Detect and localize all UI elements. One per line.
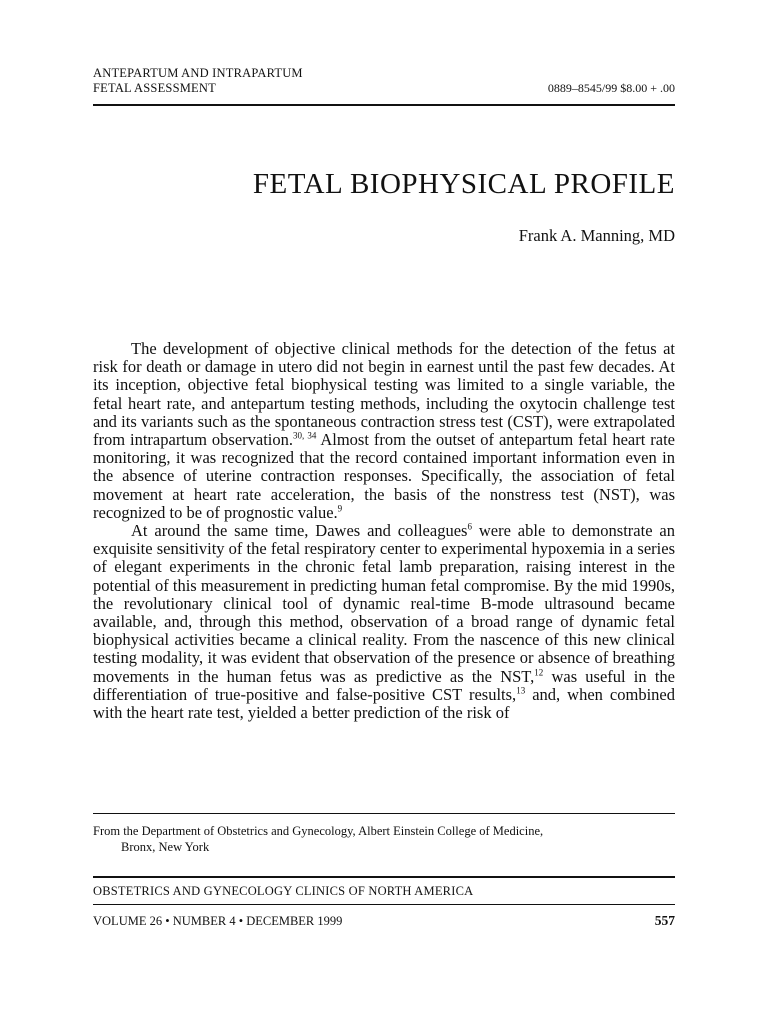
article-author: Frank A. Manning, MD [518, 226, 675, 245]
citation: 13 [516, 685, 526, 696]
price-code: 0889–8545/99 $8.00 + .00 [547, 81, 675, 95]
paragraph-2-text-c: was useful in the differentiation of true-positive and false-positive CST results, [93, 666, 675, 704]
footnote-rule [93, 813, 675, 814]
paragraph-2 [93, 522, 675, 722]
citation: 6 [467, 521, 472, 532]
journal-rule-top [93, 876, 675, 878]
section-line-1: ANTEPARTUM AND INTRAPARTUM [93, 66, 303, 80]
header-rule [93, 104, 675, 106]
running-header [93, 66, 675, 104]
citation: 12 [534, 667, 544, 678]
article-body [93, 340, 675, 722]
section-line-2: FETAL ASSESSMENT [93, 81, 216, 95]
journal-name: OBSTETRICS AND GYNECOLOGY CLINICS OF NORTH AMERICA [93, 884, 474, 898]
footnote-line-2: Bronx, New York [121, 840, 210, 854]
paragraph-1-text-a: The development of objective clinical methods for the detection of the fetus at risk for death or damage in utero did not begin in earnest until the past few decades. At its inception, objective fetal biophysical testing was limited to a single variable, the fetal heart rate, and antepartum testing methods, including the oxytocin challenge test and its variants such as the spontaneous contraction stress test (CST), were extrapolated from intrapartum observation. [93, 339, 675, 450]
citation: 9 [337, 503, 343, 514]
footnote-line-1: From the Department of Obstetrics and Gynecology, Albert Einstein College of Medicine, [93, 824, 544, 838]
paragraph-2-text-d: and, when combined with the heart rate test, yielded a better prediction of the risk of [93, 684, 675, 723]
paragraph-2-text-a: At around the same time, Dawes and colleagues [131, 521, 468, 541]
volume-line [93, 912, 675, 930]
journal-rule-bottom [93, 904, 675, 905]
page-number: 557 [654, 913, 675, 928]
article-title: FETAL BIOPHYSICAL PROFILE [252, 168, 675, 200]
paragraph-1-text-b: Almost from the outset of antepartum fetal heart rate monitoring, it was recognized that the record contained important information even in the absence of uterine contraction responses. Specifically, the association of fetal movement at heart rate acceleration, the basis of the nonstress test (NST), was recognized to be of prognostic value. [93, 430, 675, 522]
affiliation-footnote [93, 823, 675, 855]
section-name [93, 66, 303, 96]
paragraph-2-text-b: were able to demonstrate an exquisite sensitivity of the fetal respiratory center to experimental hypoxemia in a series of elegant experiments in the chronic fetal lamb preparation, raising interest in the potential of this measurement in predicting human fetal compromise. By the mid 1990s, the revolutionary clinical tool of dynamic real-time B-mode ultrasound became available, and, through this method, observation of a broad range of dynamic fetal biophysical activities became a clinical reality. From the nascence of this new clinical testing modality, it was evident that observation of the presence or absence of breathing movements in the human fetus was as predictive as the NST, [93, 521, 676, 686]
paragraph-1 [93, 340, 675, 522]
volume-info: VOLUME 26 • NUMBER 4 • DECEMBER 1999 [93, 914, 343, 928]
citation: 30, 34 [293, 430, 317, 441]
